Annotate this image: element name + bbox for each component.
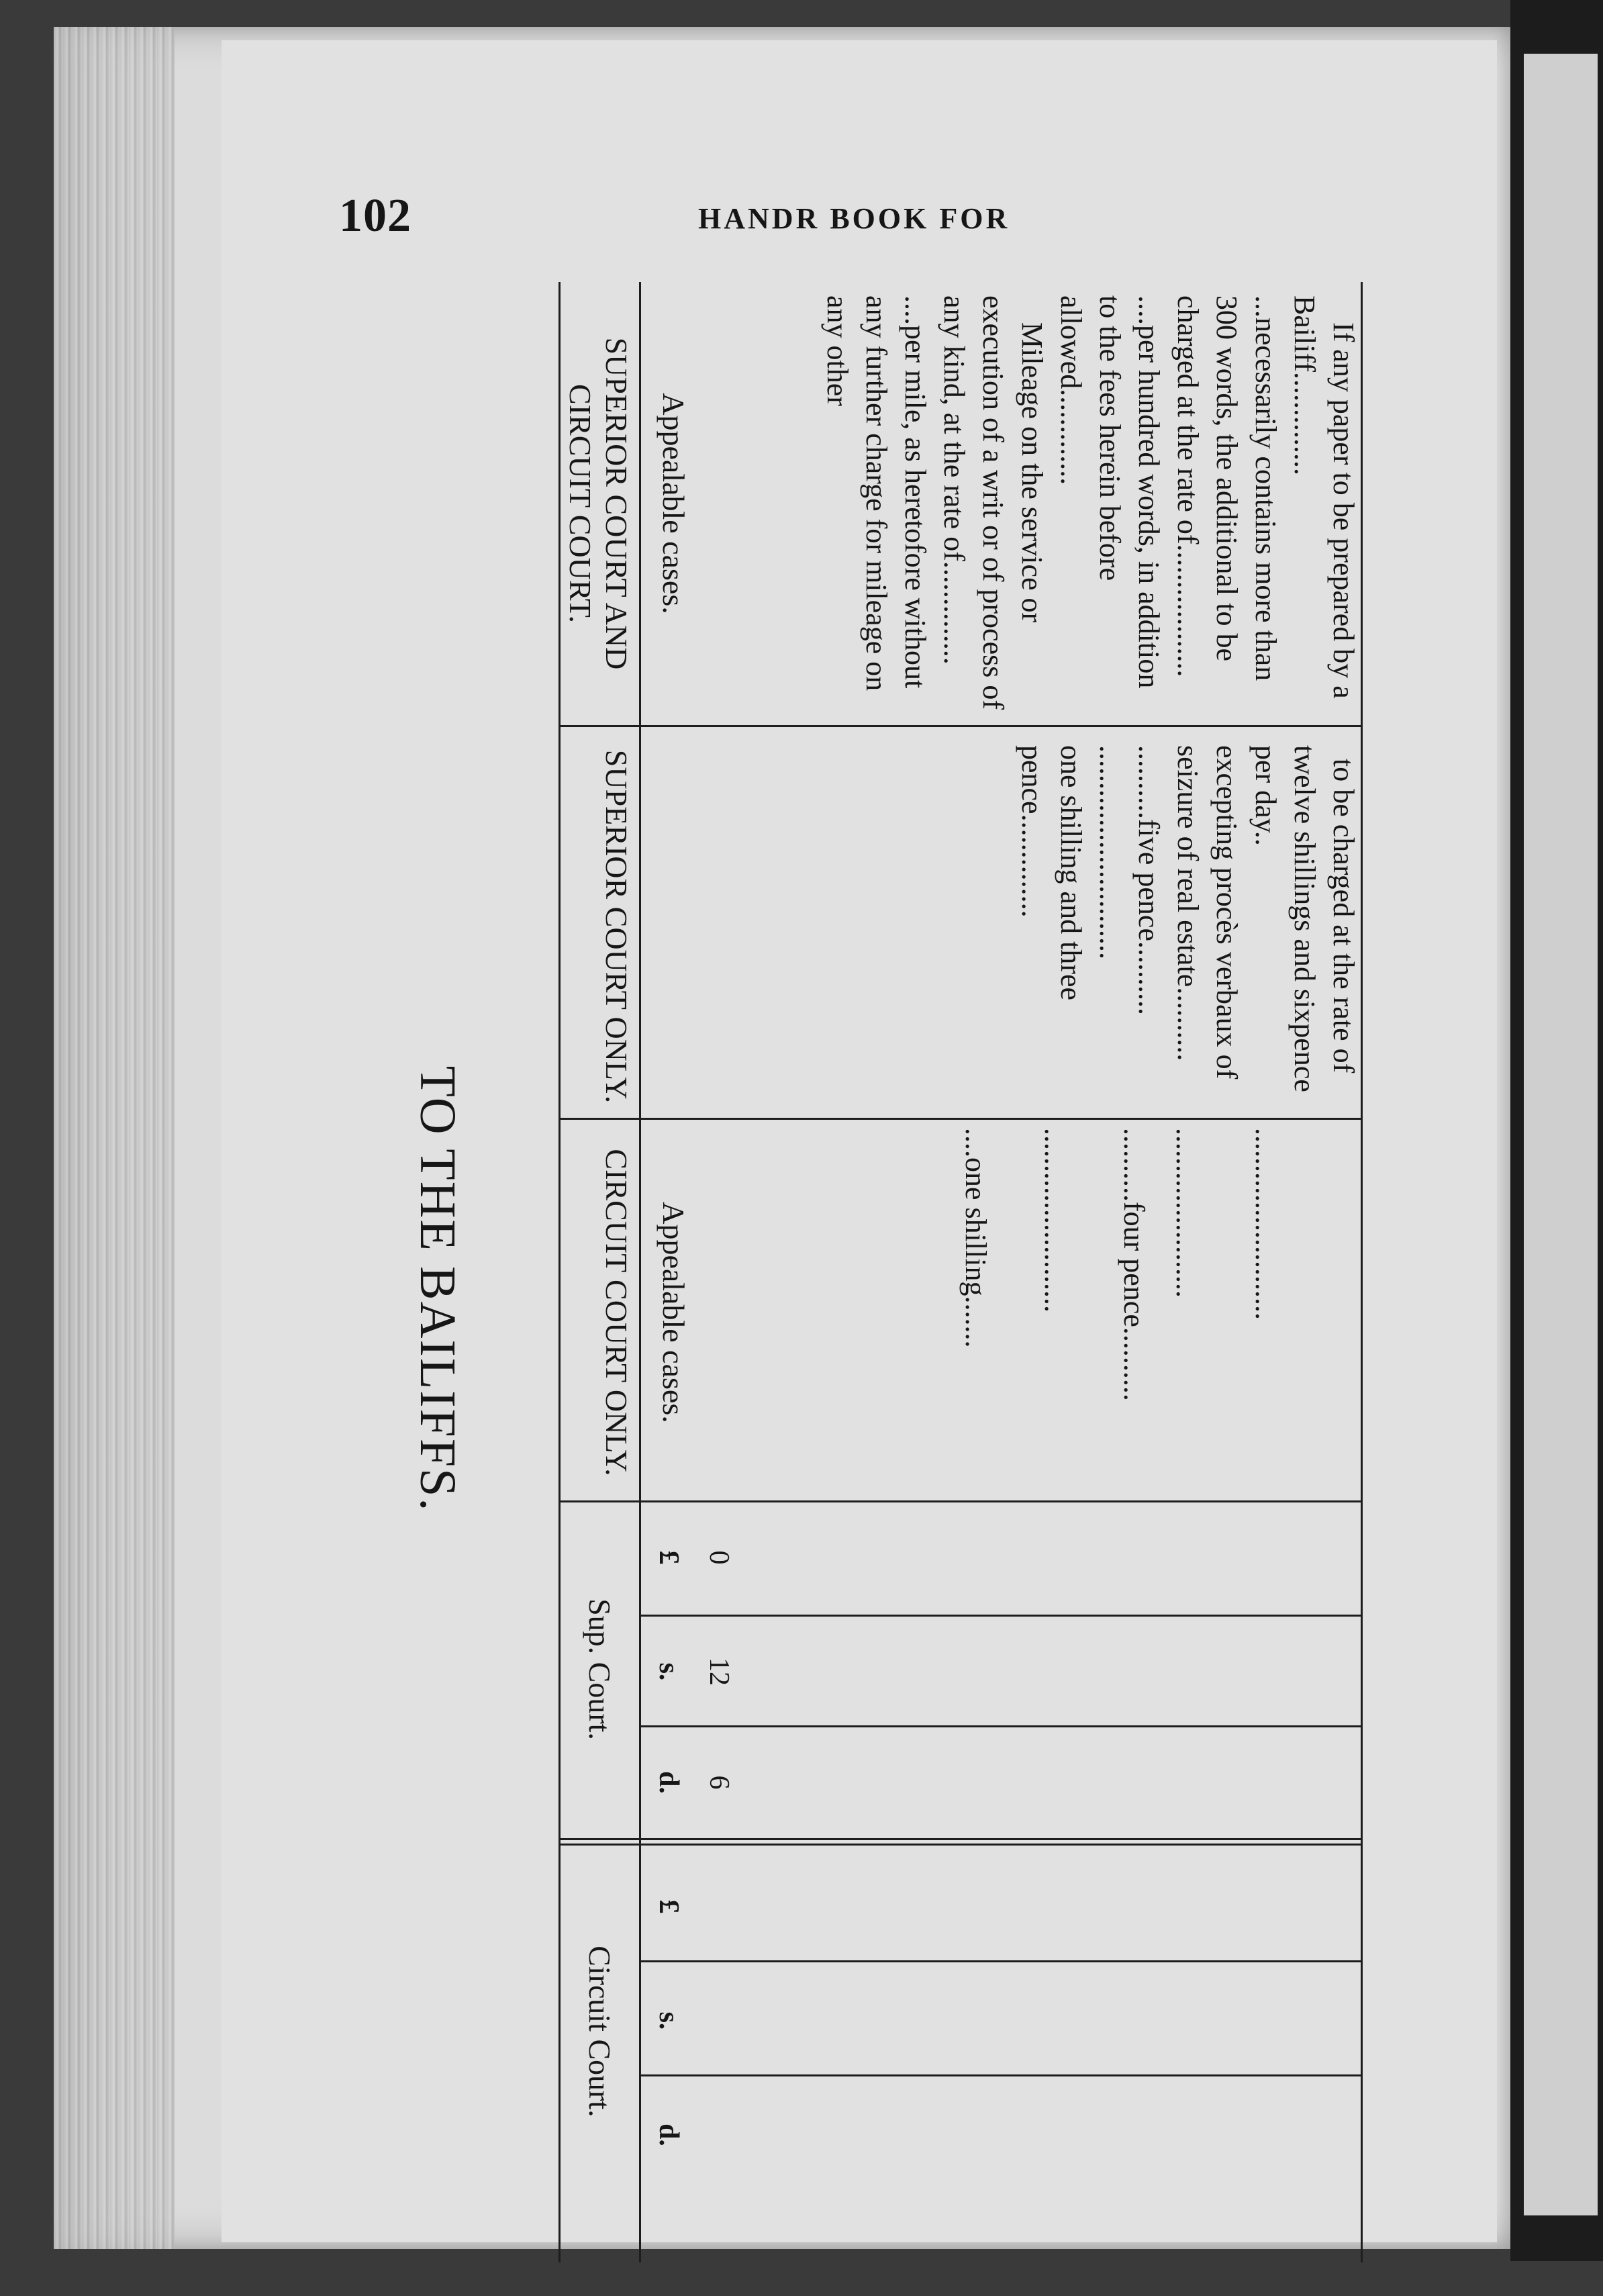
cell-both-courts bbox=[718, 295, 1363, 718]
col-divider-3 bbox=[561, 1500, 1363, 1502]
col-divider-4b bbox=[561, 1844, 1363, 1846]
unit-pound-sup: £ bbox=[653, 1550, 684, 1565]
col-header-circuit-only: CIRCUIT COURT ONLY. bbox=[599, 1149, 634, 1476]
col-header-both-courts: SUPERIOR COURT AND CIRCUIT COURT. bbox=[563, 337, 634, 670]
adjacent-page bbox=[1524, 54, 1598, 2215]
money-divider-cc-2 bbox=[641, 2074, 1363, 2076]
circuit-row-3: ..........four pence.......... bbox=[1118, 1128, 1151, 1401]
col-header-sup-court: Sup. Court. bbox=[583, 1598, 617, 1740]
money-divider-cc-1 bbox=[641, 1960, 1363, 1962]
table-top-rule bbox=[558, 282, 561, 2262]
superior-row-4: ............................. bbox=[1094, 745, 1126, 959]
amount-pence: 6 bbox=[703, 1775, 734, 1790]
cell-superior-only bbox=[718, 745, 1363, 1111]
superior-row-5: one shilling and three pence.............. bbox=[1016, 745, 1087, 1001]
running-title: HANDR BOOK FOR bbox=[698, 202, 1010, 235]
col-header-circuit-court: Circuit Court. bbox=[583, 1946, 617, 2117]
col-divider-4a bbox=[561, 1838, 1363, 1840]
both-row-5: Mileage on the service or execution of a writ or of process of any kind, at the rate of.............. bbox=[938, 295, 1049, 710]
both-row-6: ....per mile, as heretofore without any further charge for mileage on any other bbox=[821, 295, 932, 691]
unit-pound-cc: £ bbox=[653, 1899, 684, 1914]
superior-row-2: excepting procès verbaux of seizure of real estate.......... bbox=[1171, 745, 1243, 1080]
cell-circuit-only bbox=[718, 1128, 1363, 1494]
superior-row-1: to be charged at the rate of twelve shillings and sixpence per day.. bbox=[1249, 745, 1360, 1092]
col-header-superior-only: SUPERIOR COURT ONLY. bbox=[599, 749, 634, 1104]
circuit-row-2: ....................... bbox=[1170, 1128, 1203, 1298]
subhead-both-appealable: Appealable cases. bbox=[657, 393, 691, 614]
subhead-circuit-appealable: Appealable cases. bbox=[657, 1202, 691, 1423]
both-row-2: If any paper to be prepared by a Bailiff.............. bbox=[1288, 295, 1360, 699]
money-divider-sup-1 bbox=[641, 1615, 1363, 1617]
col-divider-2 bbox=[561, 1118, 1363, 1120]
both-row-3: ...necessarily contains more than 300 words, the additional to be charged at the rate of.................. bbox=[1171, 295, 1282, 681]
circuit-row-4: ......................... bbox=[1038, 1128, 1071, 1312]
page-number: 102 bbox=[339, 190, 411, 242]
both-row-4: ....per hundred words, in addition to the fees herein before allowed............. bbox=[1055, 295, 1165, 689]
amount-shillings: 12 bbox=[703, 1658, 734, 1686]
rotated-fee-table bbox=[403, 282, 1383, 2296]
unit-pence-sup: d. bbox=[653, 1771, 684, 1794]
superior-row-3: ..........five pence.......... bbox=[1132, 745, 1165, 1015]
circuit-row-5: ....one shilling....... bbox=[959, 1128, 992, 1348]
col-divider-1 bbox=[561, 725, 1363, 727]
page-edges bbox=[54, 27, 175, 2249]
unit-shilling-sup: s. bbox=[653, 1662, 684, 1681]
unit-pence-cc: d. bbox=[653, 2123, 684, 2146]
unit-shilling-cc: s. bbox=[653, 2011, 684, 2030]
circuit-row-1: .......................... bbox=[1249, 1128, 1282, 1320]
money-divider-sup-2 bbox=[641, 1725, 1363, 1727]
header-rule bbox=[639, 282, 641, 2262]
amount-pounds: 0 bbox=[703, 1550, 734, 1565]
table-title: TO THE BAILIFFS. bbox=[409, 1065, 466, 1513]
